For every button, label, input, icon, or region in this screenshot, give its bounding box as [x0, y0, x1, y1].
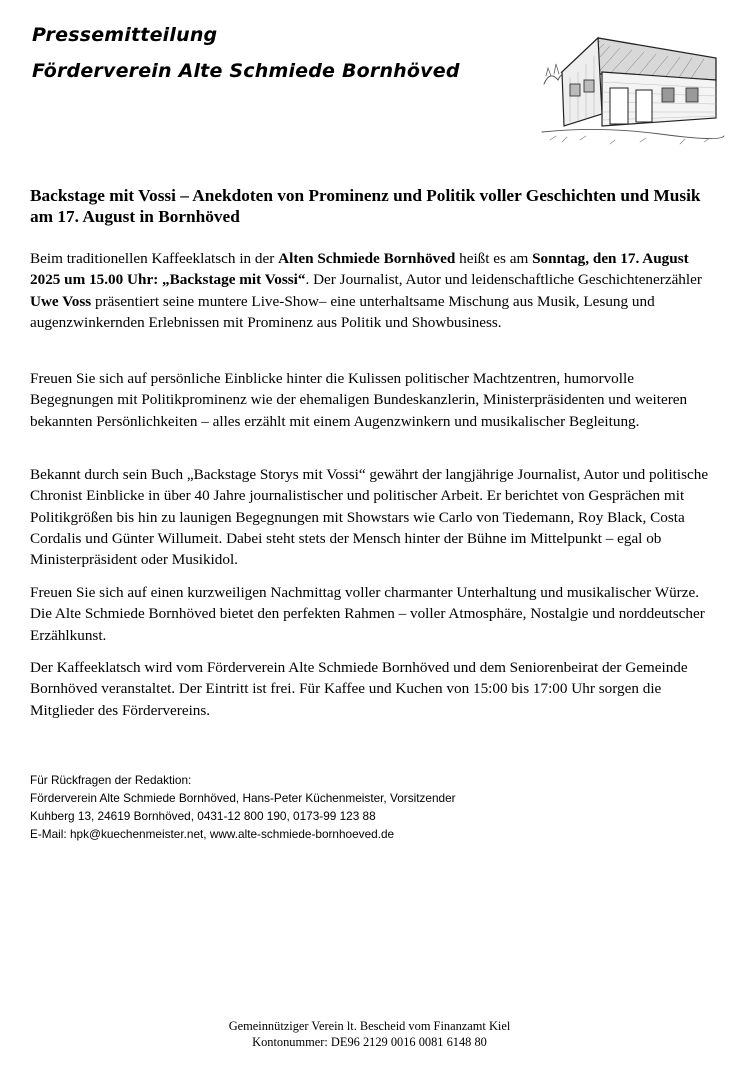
- header-line-2: Förderverein Alte Schmiede Bornhöved: [32, 60, 460, 82]
- p1-text-4: präsentiert seine muntere Live-Show– eine unterhaltsame Mischung aus Musik, Lesung und augenzwinkernden Erlebnissen mit Prominenz aus Politik und Showbusiness.: [30, 292, 655, 331]
- paragraph-5: Der Kaffeeklatsch wird vom Förderverein Alte Schmiede Bornhöved und dem Seniorenbeirat der Gemeinde Bornhöved veranstaltet. Der Eintritt ist frei. Für Kaffee und Kuchen von 15:00 bis 17:00 Uhr sorgen die Mitglieder des Fördervereins.: [30, 659, 688, 719]
- contact-email-web: E-Mail: hpk@kuechenmeister.net, www.alte-schmiede-bornhoeved.de: [30, 827, 395, 841]
- p1-text-2: heißt es am: [455, 250, 533, 267]
- p1-speaker: Uwe Voss: [30, 292, 92, 310]
- footer-account-number: Kontonummer: DE96 2129 0016 0081 6148 80: [252, 1035, 487, 1049]
- building-sketch-illustration: [540, 14, 726, 154]
- contact-address: Kuhberg 13, 24619 Bornhöved, 0431-12 800 190, 0173-99 123 88: [30, 809, 376, 823]
- contact-heading: Für Rückfragen der Redaktion:: [30, 773, 192, 787]
- p1-text-1: Beim traditionellen Kaffeeklatsch in der: [30, 250, 279, 267]
- article-title: Backstage mit Vossi – Anekdoten von Prominenz und Politik voller Geschichten und Musik am 17. August in Bornhöved: [30, 186, 701, 226]
- p1-date-event: Sonntag, den 17. August 2025 um 15.00 Uhr: „Backstage mit Vossi“: [30, 250, 689, 289]
- paragraph-3: Bekannt durch sein Buch „Backstage Storys mit Vossi“ gewährt der langjährige Journalist, Autor und politische Chronist Einblicke in über 40 Jahre journalistischer und politischer Arbeit. Er berichtet von Gesprächen mit Politikgrößen bis hin zu launigen Begegnungen mit Showstars wie Carlo von Tiedemann, Roy Black, Costa Cordalis und Günter Willumeit. Dabei steht stets der Mensch hinter der Bühne im Mittelpunkt – egal ob Ministerpräsident oder Musikidol.: [30, 466, 709, 569]
- paragraph-4: Freuen Sie sich auf einen kurzweiligen Nachmittag voller charmanter Unterhaltung und musikalischer Würze. Die Alte Schmiede Bornhöved bietet den perfekten Rahmen – voller Atmosphäre, Nostalgie und norddeutscher Erzählkunst.: [30, 584, 705, 644]
- paragraph-1: [30, 248, 715, 333]
- paragraph-2: Freuen Sie sich auf persönliche Einblicke hinter die Kulissen politischer Machtzentren, humorvolle Begegnungen mit Politikprominenz wie der ehemaligen Bundeskanzlerin, Ministerpräsidenten und weiteren bekannten Persönlichkeiten – alles erzählt mit einem Augenzwinkern und musikalischer Begleitung.: [30, 370, 688, 430]
- p1-text-3: . Der Journalist, Autor und leidenschaftliche Geschichtenerzähler: [305, 271, 702, 289]
- header-line-1: Pressemitteilung: [32, 24, 218, 46]
- contact-block: [30, 771, 456, 843]
- p1-venue: Alten Schmiede Bornhöved: [278, 250, 456, 267]
- contact-organization: Förderverein Alte Schmiede Bornhöved, Hans-Peter Küchenmeister, Vorsitzender: [30, 791, 456, 805]
- footer-charity-note: Gemeinnütziger Verein lt. Bescheid vom Finanzamt Kiel: [228, 1019, 511, 1033]
- footer: [0, 1018, 739, 1050]
